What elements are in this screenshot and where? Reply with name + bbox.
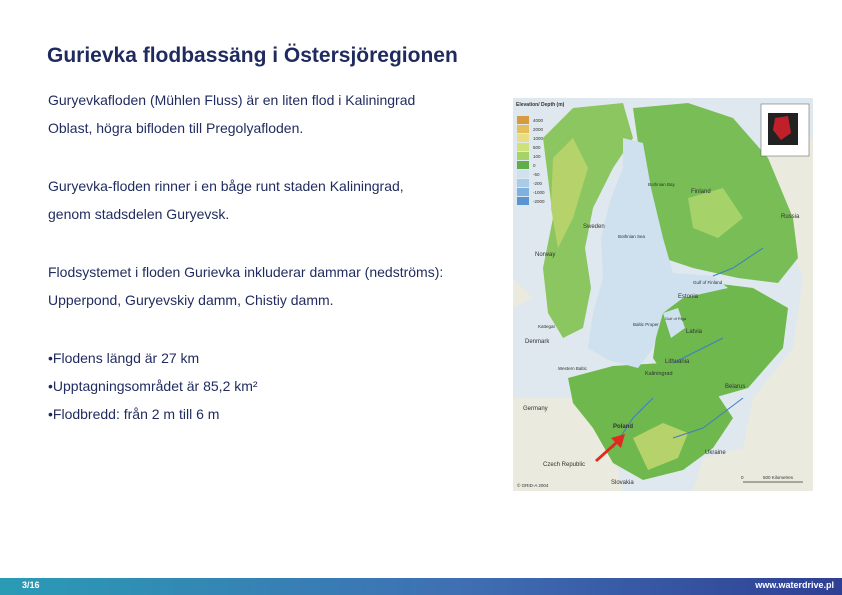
sea-label-kattegat: Kattegat bbox=[538, 324, 555, 329]
sea-label-baltic-proper: Baltic Proper bbox=[633, 322, 659, 327]
country-label-denmark: Denmark bbox=[525, 339, 550, 345]
legend-swatch bbox=[517, 197, 529, 205]
country-label-lithuania: Lithuania bbox=[665, 359, 690, 365]
list-item: • Upptagningsområdet är 85,2 km² bbox=[48, 372, 468, 400]
country-label-belarus: Belarus bbox=[725, 384, 746, 390]
sea-label-gulf-of-finland: Gulf of Finland bbox=[693, 280, 723, 285]
paragraph-line: Flodsystemet i floden Gurievka inkluderar dammar (nedströms): bbox=[48, 264, 444, 280]
body-text bbox=[48, 86, 468, 428]
legend-swatch bbox=[517, 134, 529, 142]
country-label-russia: Russia bbox=[781, 214, 800, 220]
country-label-finland: Finland bbox=[691, 189, 711, 195]
sea-label-western-baltic: Western Baltic bbox=[558, 366, 587, 371]
country-label-slovakia: Slovakia bbox=[611, 480, 634, 486]
legend-swatch bbox=[517, 188, 529, 196]
country-label-latvia: Latvia bbox=[686, 329, 703, 335]
sea-label-bothnian-bay: Bothnian Bay bbox=[648, 182, 675, 187]
paragraph-line: genom stadsdelen Guryevsk. bbox=[48, 206, 230, 222]
country-label-norway: Norway bbox=[535, 252, 556, 258]
legend-value: -2000 bbox=[533, 199, 545, 204]
legend bbox=[517, 116, 545, 205]
legend-value: 500 bbox=[533, 145, 541, 150]
footer-bar bbox=[0, 578, 842, 595]
paragraph-line: Upperpond, Guryevskiy damm, Chistiy damm. bbox=[48, 292, 334, 308]
legend-swatch bbox=[517, 116, 529, 124]
country-label-germany: Germany bbox=[523, 406, 548, 412]
scale-end: 500 Kilometres bbox=[763, 475, 794, 480]
legend-value: 100 bbox=[533, 154, 541, 159]
baltic-basin-map bbox=[513, 98, 813, 491]
legend-title: Elevation/ Depth (m) bbox=[516, 102, 565, 108]
country-label-ukraine: Ukraine bbox=[705, 450, 726, 456]
paragraph-dams bbox=[48, 258, 468, 314]
paragraph-line: Guryevkafloden (Mühlen Fluss) är en liten flod i Kaliningrad bbox=[48, 92, 416, 108]
legend-value: 2000 bbox=[533, 127, 544, 132]
website-link[interactable]: www.waterdrive.pl bbox=[755, 580, 834, 590]
paragraph-line: Oblast, högra bifloden till Pregolyafloden. bbox=[48, 120, 304, 136]
map-svg bbox=[513, 98, 813, 491]
legend-value: 4000 bbox=[533, 118, 544, 123]
facts-list bbox=[48, 344, 468, 428]
legend-value: -1000 bbox=[533, 190, 545, 195]
legend-swatch bbox=[517, 125, 529, 133]
map-credit: © GRID-A 2004 bbox=[517, 483, 549, 488]
legend-value: -200 bbox=[533, 181, 543, 186]
country-label-poland: Poland bbox=[613, 424, 634, 430]
paragraph-intro bbox=[48, 86, 468, 142]
list-item: • Flodens längd är 27 km bbox=[48, 344, 468, 372]
country-label-czech: Czech Republic bbox=[543, 462, 586, 468]
legend-swatch bbox=[517, 179, 529, 187]
page-number: 3/16 bbox=[22, 580, 40, 590]
legend-value: 1000 bbox=[533, 136, 544, 141]
paragraph-line: Guryevka-floden rinner i en båge runt staden Kaliningrad, bbox=[48, 178, 404, 194]
legend-value: 0 bbox=[533, 163, 536, 168]
legend-swatch bbox=[517, 161, 529, 169]
slide-title: Gurievka flodbassäng i Östersjöregionen bbox=[47, 44, 458, 67]
country-label-kaliningrad: Kaliningrad bbox=[645, 371, 673, 377]
legend-value: -50 bbox=[533, 172, 540, 177]
sea-label-gulf-of-riga: Gulf of Riga bbox=[665, 316, 687, 321]
sea-label-bothnian-sea: Bothnian Sea bbox=[618, 234, 646, 239]
list-item: • Flodbredd: från 2 m till 6 m bbox=[48, 400, 468, 428]
scale-start: 0 bbox=[741, 475, 744, 480]
legend-swatch bbox=[517, 143, 529, 151]
paragraph-course bbox=[48, 172, 468, 228]
legend-swatch bbox=[517, 170, 529, 178]
country-label-estonia: Estonia bbox=[678, 294, 699, 300]
country-label-sweden: Sweden bbox=[583, 224, 605, 230]
legend-swatch bbox=[517, 152, 529, 160]
